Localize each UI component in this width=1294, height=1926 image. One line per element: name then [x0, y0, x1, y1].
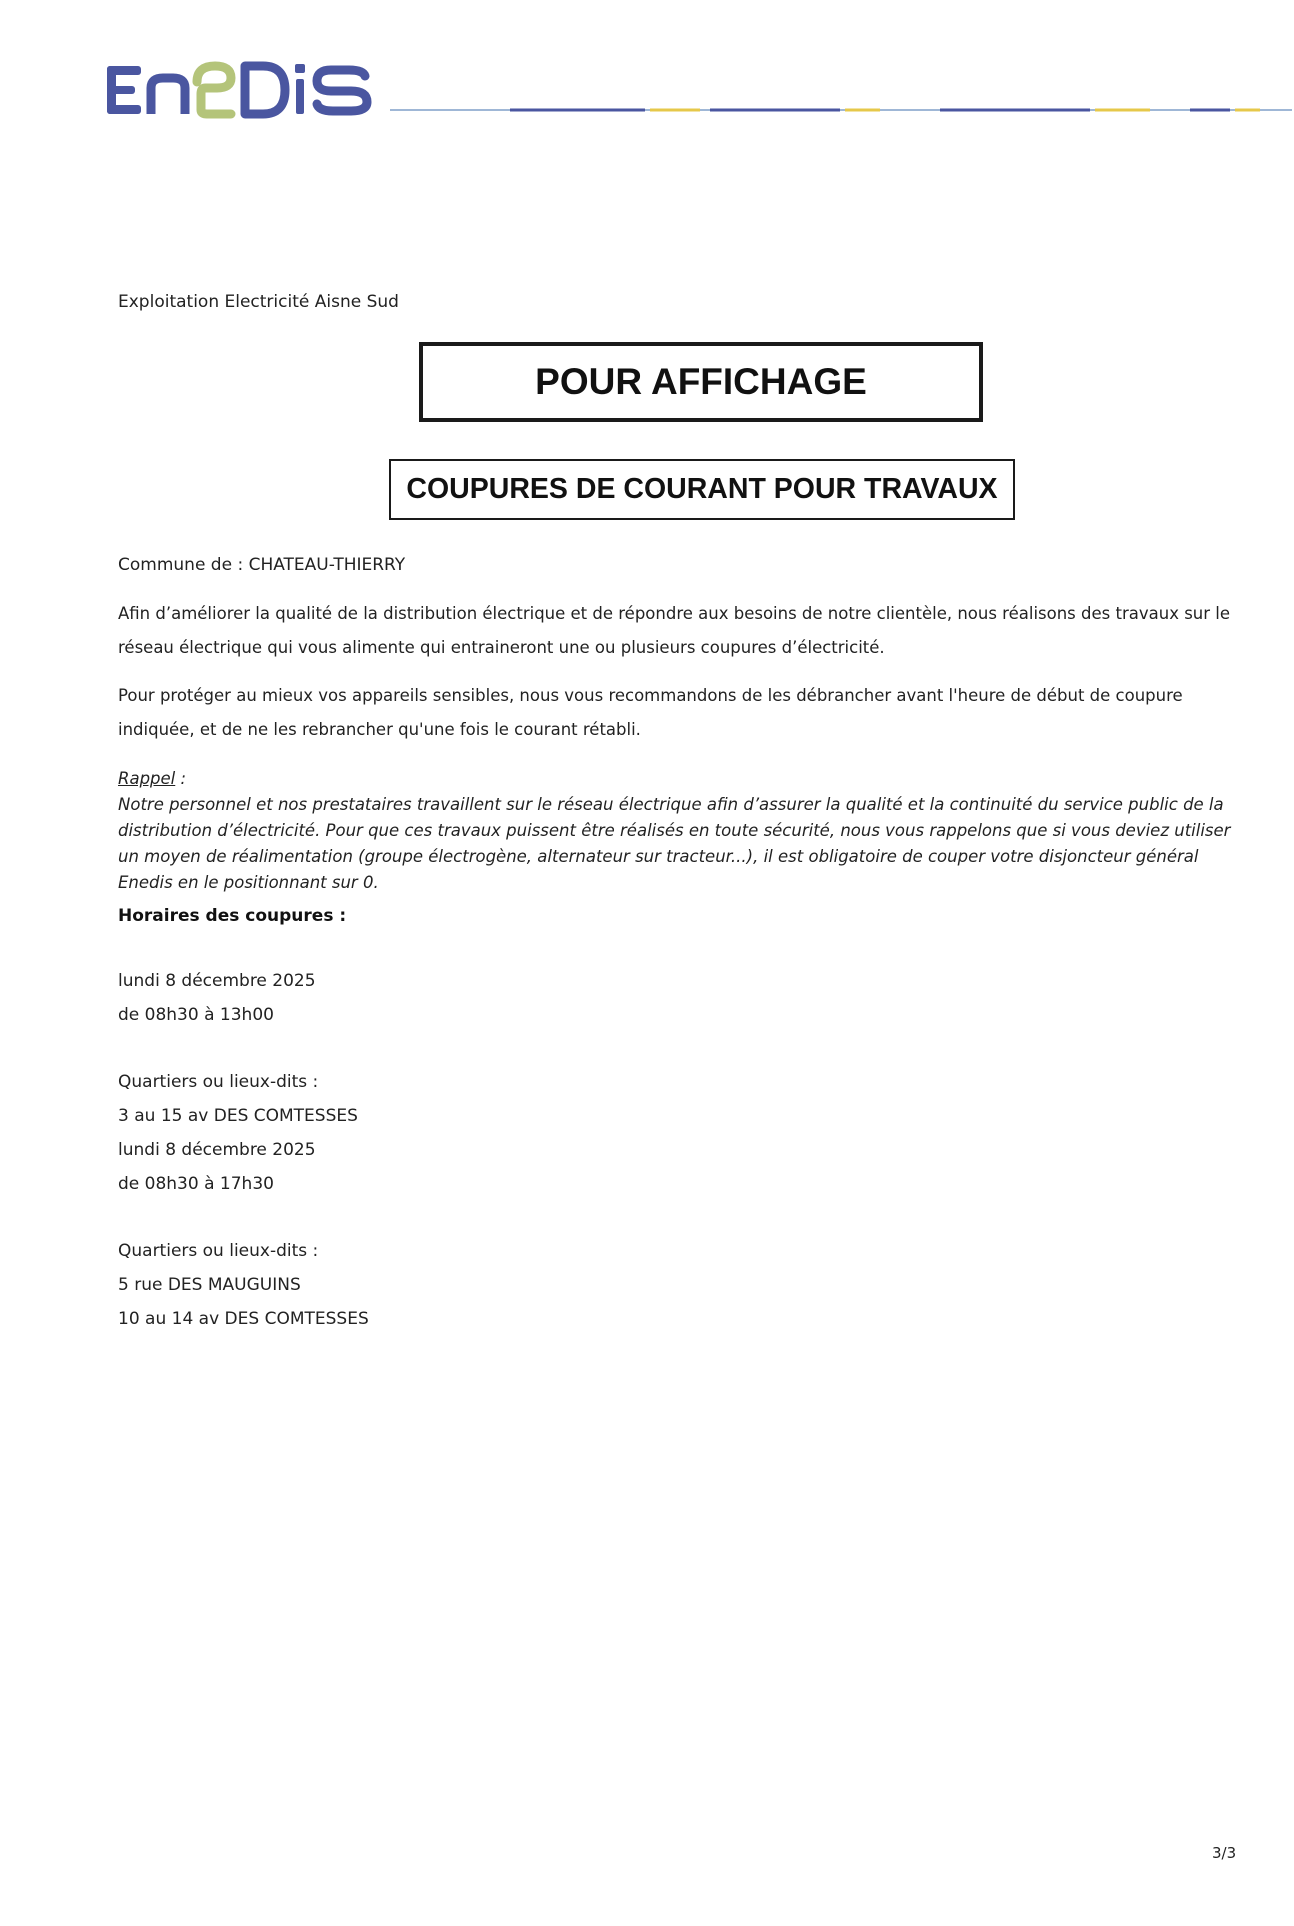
rappel-block	[118, 766, 1248, 896]
service-name: Exploitation Electricité Aisne Sud	[118, 292, 399, 312]
header-divider-line	[390, 104, 1292, 116]
commune-label: Commune de : CHATEAU-THIERRY	[118, 555, 406, 575]
schedule-line: de 08h30 à 13h00	[118, 1005, 274, 1025]
display-title-box	[419, 342, 983, 422]
schedule-line: 5 rue DES MAUGUINS	[118, 1275, 301, 1295]
intro-paragraph: Afin d’améliorer la qualité de la distribution électrique et de répondre aux besoins de notre clientèle, nous réalisons des travaux sur le réseau électrique qui vous alimente qui entraineront une ou plusieurs coupures d’électricité.	[118, 604, 1231, 657]
page-number: 3/3	[1212, 1844, 1237, 1862]
advice-paragraph: Pour protéger au mieux vos appareils sensibles, nous vous recommandons de les débrancher avant l'heure de début de coupure indiquée, et de ne les rebrancher qu'une fois le courant rétabli.	[118, 686, 1183, 739]
schedule-line: de 08h30 à 17h30	[118, 1174, 274, 1194]
schedule-line: lundi 8 décembre 2025	[118, 1140, 316, 1160]
schedule-line: lundi 8 décembre 2025	[118, 971, 316, 991]
rappel-title: Rappel	[118, 769, 176, 788]
rappel-title-suffix: :	[175, 769, 187, 788]
notice-subject: COUPURES DE COURANT POUR TRAVAUX	[406, 473, 998, 505]
display-title: POUR AFFICHAGE	[535, 361, 867, 402]
rappel-text: Notre personnel et nos prestataires travaillent sur le réseau électrique afin d’assurer la qualité et la continuité du service public de la distribution d’électricité. Pour que ces travaux puissent être réalisés en toute sécurité, nous vous rappelons que si vous deviez utiliser un moyen de réalimentation (groupe électrogène, alternateur sur tracteur...), il est obligatoire de couper votre disjoncteur général Enedis en le positionnant sur 0.	[118, 795, 1231, 892]
schedule-line: 10 au 14 av DES COMTESSES	[118, 1309, 369, 1329]
schedule-line: 3 au 15 av DES COMTESSES	[118, 1106, 358, 1126]
schedule-line: Quartiers ou lieux-dits :	[118, 1072, 319, 1092]
schedule-title: Horaires des coupures :	[118, 906, 347, 926]
subject-box	[389, 459, 1015, 520]
enedis-logo	[105, 60, 375, 122]
schedule-line: Quartiers ou lieux-dits :	[118, 1241, 319, 1261]
